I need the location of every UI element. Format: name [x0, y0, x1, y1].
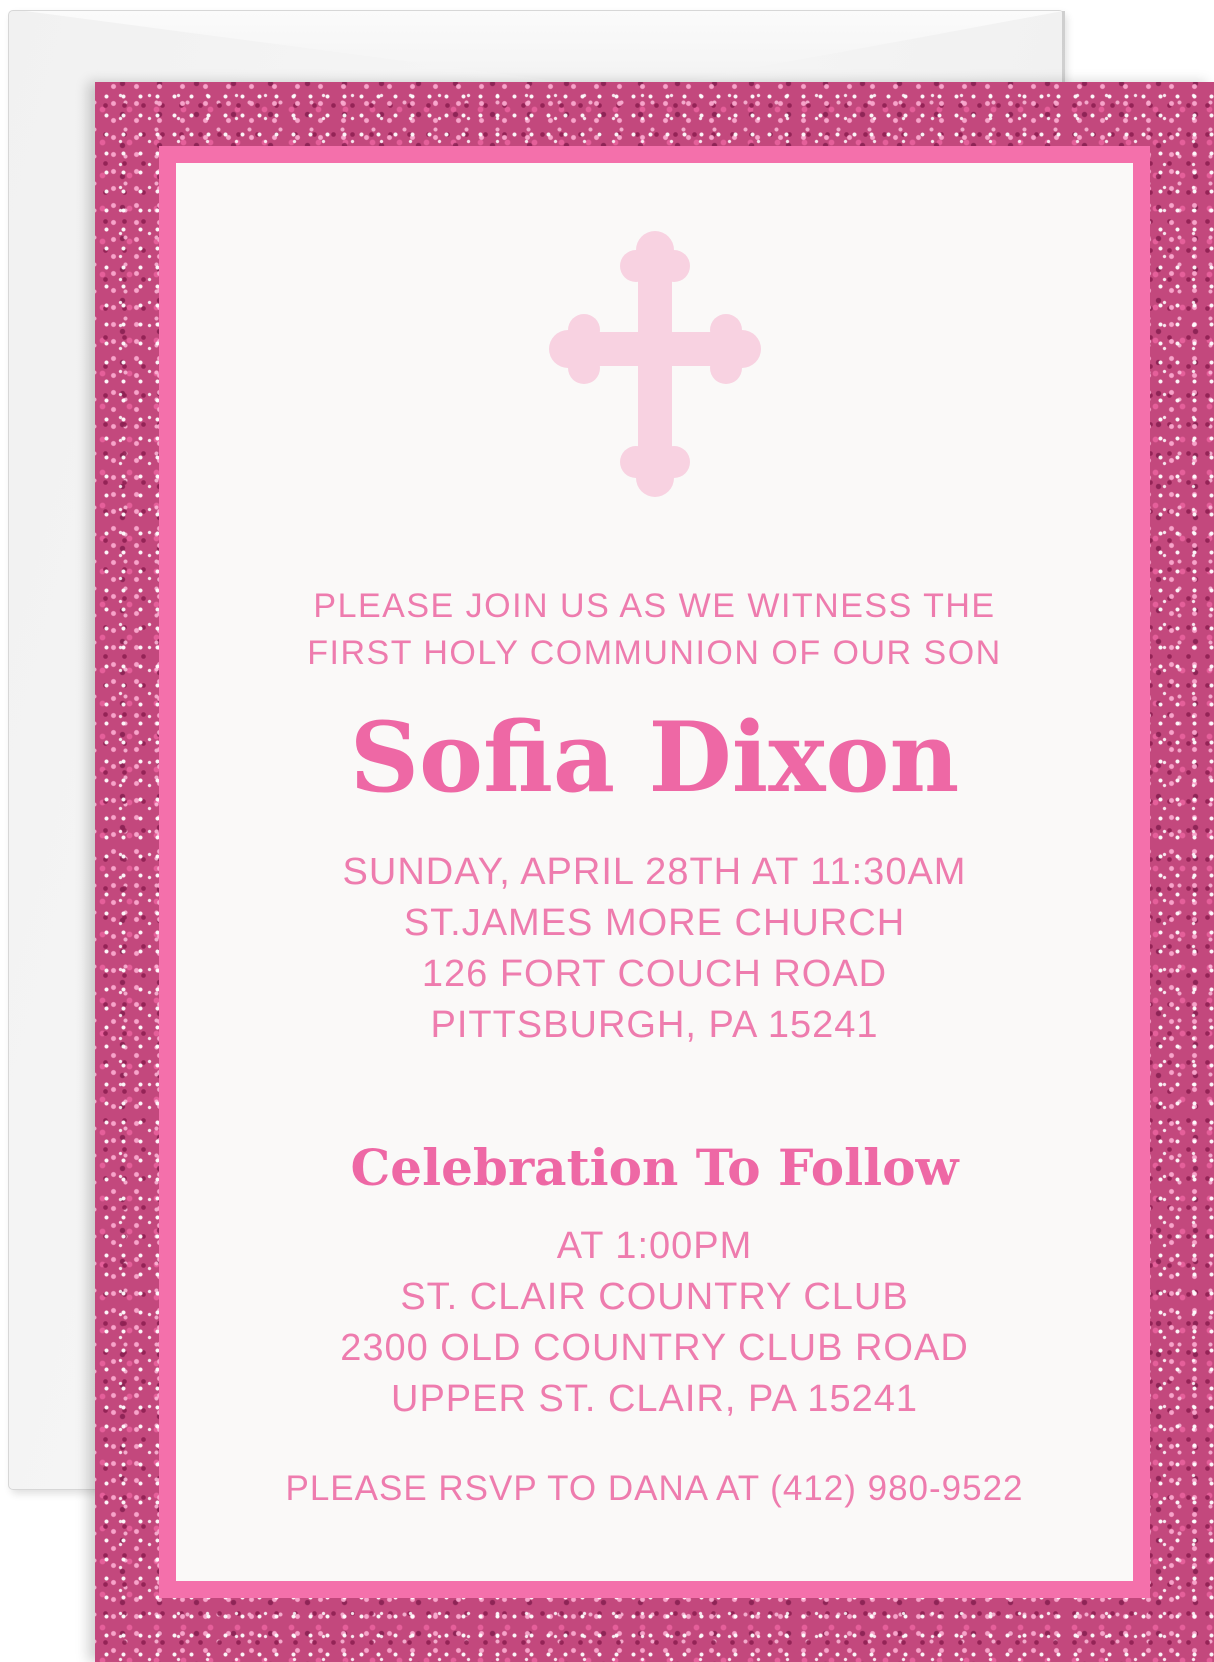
pink-frame [159, 146, 1150, 1598]
ceremony-details [176, 847, 1133, 1051]
invitation-card [95, 82, 1214, 1662]
celebration-city: UPPER ST. CLAIR, PA 15241 [391, 1378, 918, 1420]
ceremony-address: 126 FORT COUCH ROAD [421, 953, 888, 995]
intro-line-2: FIRST HOLY COMMUNION OF OUR SON [307, 634, 1002, 672]
card-interior [176, 163, 1133, 1581]
celebration-details [176, 1221, 1133, 1425]
intro-line-1: PLEASE JOIN US AS WE WITNESS THE [313, 587, 996, 625]
budded-cross-icon [549, 229, 761, 497]
rsvp-text: PLEASE RSVP TO DANA AT (412) 980-9522 [285, 1469, 1024, 1508]
celebration-time: AT 1:00PM [556, 1225, 753, 1267]
ceremony-datetime: SUNDAY, APRIL 28TH AT 11:30AM [342, 851, 967, 893]
ceremony-city: PITTSBURGH, PA 15241 [430, 1004, 879, 1046]
ceremony-venue: ST.JAMES MORE CHURCH [403, 902, 906, 944]
intro-text [176, 583, 1133, 677]
envelope-flap [9, 11, 1063, 91]
honoree-name: Sofia Dixon [349, 701, 960, 814]
celebration-address: 2300 OLD COUNTRY CLUB ROAD [340, 1327, 969, 1369]
celebration-venue: ST. CLAIR COUNTRY CLUB [400, 1276, 909, 1318]
celebration-heading: Celebration To Follow [350, 1138, 959, 1197]
